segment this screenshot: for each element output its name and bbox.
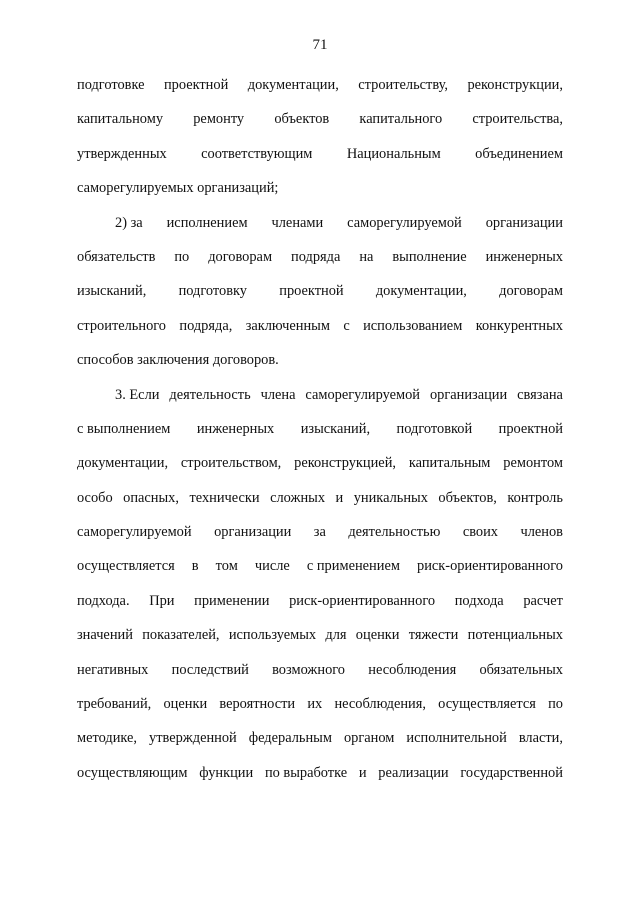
word: деятельностью xyxy=(348,524,441,541)
paragraph xyxy=(77,206,563,378)
word: несоблюдения xyxy=(368,661,457,678)
word: инженерных xyxy=(196,420,275,437)
word: строительного xyxy=(77,317,166,334)
text-line xyxy=(77,240,563,274)
word: подготовке xyxy=(77,77,145,93)
word: федеральным xyxy=(248,730,332,747)
word: подхода xyxy=(454,592,504,609)
word: органом xyxy=(343,730,395,747)
word: ремонтом xyxy=(503,455,563,472)
word: методике, xyxy=(77,730,138,747)
word: несоблюдения, xyxy=(334,696,426,713)
word: саморегулируемой xyxy=(77,524,192,541)
word: способов заключения договоров. xyxy=(77,352,279,369)
word: уникальных xyxy=(353,489,428,506)
word: документации, xyxy=(77,455,169,472)
word: технически xyxy=(189,489,260,506)
word: проектной xyxy=(279,283,344,300)
text-line xyxy=(77,343,563,377)
word: Национальным xyxy=(346,145,441,162)
word: риск-ориентированного xyxy=(289,592,436,609)
word: контроль xyxy=(507,489,563,506)
word: члена xyxy=(260,386,296,403)
word: использованием xyxy=(363,317,463,334)
text-line xyxy=(77,687,563,721)
text-line xyxy=(77,206,563,240)
text-line xyxy=(77,446,563,480)
paragraph xyxy=(77,378,563,791)
word: подряда xyxy=(291,248,341,265)
word: для xyxy=(325,627,347,644)
word: заключенным xyxy=(245,317,330,334)
word: власти, xyxy=(518,730,563,747)
word: используемых xyxy=(228,627,317,644)
word: объектов, xyxy=(438,489,497,506)
word: реконструкцией, xyxy=(294,455,396,472)
text-line xyxy=(77,618,563,652)
word: капитальному xyxy=(77,111,164,128)
word: осуществляется xyxy=(438,696,536,713)
word: последствий xyxy=(171,661,249,678)
word: проектной xyxy=(163,77,229,93)
word: функции xyxy=(199,764,254,781)
text-line xyxy=(77,102,563,136)
word: утвержденных xyxy=(77,145,167,162)
word: членами xyxy=(271,214,324,231)
word: осуществляющим xyxy=(77,764,188,781)
word: с применением xyxy=(306,558,400,575)
word: деятельность xyxy=(169,386,251,403)
word: тяжести xyxy=(408,627,459,644)
word: подряда, xyxy=(179,317,233,334)
word: государственной xyxy=(460,764,563,781)
word: договорам xyxy=(208,248,273,265)
word: организации xyxy=(485,214,563,231)
word: реконструкции, xyxy=(467,77,563,93)
word: связана xyxy=(517,386,563,403)
text-line xyxy=(77,68,563,102)
word: расчет xyxy=(523,592,563,609)
word: исполнением xyxy=(166,214,248,231)
word: саморегулируемых организаций; xyxy=(77,180,279,197)
word: подхода. xyxy=(77,592,130,609)
word: вероятности xyxy=(219,696,296,713)
word: строительству, xyxy=(358,77,448,93)
word: с выполнением xyxy=(77,420,171,437)
word: соответствующим xyxy=(201,145,313,162)
word: изысканий, xyxy=(300,420,371,437)
word: объектов xyxy=(274,111,330,128)
word: документации, xyxy=(375,283,467,300)
word: в xyxy=(191,558,199,575)
word: негативных xyxy=(77,661,149,678)
word: договорам xyxy=(499,283,563,300)
text-line xyxy=(77,412,563,446)
word: оценки xyxy=(163,696,208,713)
text-line xyxy=(77,549,563,583)
word: изысканий, xyxy=(77,283,147,300)
text-line xyxy=(77,274,563,308)
word: организации xyxy=(214,524,292,541)
word: саморегулируемой xyxy=(347,214,462,231)
word: значений xyxy=(77,627,133,644)
text-line xyxy=(77,309,563,343)
word: опасных, xyxy=(123,489,179,506)
word: обязательных xyxy=(479,661,563,678)
word: потенциальных xyxy=(467,627,563,644)
page-number: 71 xyxy=(312,37,328,53)
word: капитальным xyxy=(408,455,491,472)
word: утвержденной xyxy=(149,730,237,747)
body-text xyxy=(77,68,563,790)
word: документации, xyxy=(247,77,339,93)
word: исполнительной xyxy=(406,730,507,747)
text-line xyxy=(77,481,563,515)
text-line xyxy=(77,378,563,412)
word: строительством, xyxy=(180,455,282,472)
word: При xyxy=(149,592,175,609)
word: 2) за xyxy=(115,214,143,231)
word: капитального xyxy=(359,111,443,128)
word: конкурентных xyxy=(475,317,563,334)
word: своих xyxy=(462,524,498,541)
word: оценки xyxy=(355,627,400,644)
word: том xyxy=(215,558,238,575)
text-line xyxy=(77,584,563,618)
word: организации xyxy=(429,386,508,403)
word: выполнение xyxy=(392,248,467,265)
word: строительства, xyxy=(472,111,563,128)
word: их xyxy=(307,696,323,713)
word: по xyxy=(174,248,190,265)
word: сложных xyxy=(270,489,326,506)
text-line xyxy=(77,515,563,549)
word: ремонту xyxy=(193,111,245,128)
word: показателей, xyxy=(142,627,220,644)
word: проектной xyxy=(498,420,563,437)
word: возможного xyxy=(272,661,346,678)
word: осуществляется xyxy=(77,558,175,575)
word: инженерных xyxy=(485,248,563,265)
text-line xyxy=(77,756,563,790)
word: объединением xyxy=(475,145,563,162)
text-line xyxy=(77,137,563,171)
word: числе xyxy=(254,558,290,575)
text-line xyxy=(77,653,563,687)
word: особо xyxy=(77,489,113,506)
word: обязательств xyxy=(77,248,156,265)
word: 3. Если xyxy=(115,386,160,403)
word: по выработке xyxy=(264,764,348,781)
word: на xyxy=(359,248,374,265)
text-line xyxy=(77,721,563,755)
word: с xyxy=(343,317,350,334)
word: саморегулируемой xyxy=(305,386,421,403)
paragraph xyxy=(77,68,563,206)
word: применении xyxy=(194,592,270,609)
word: за xyxy=(313,524,326,541)
word: подготовку xyxy=(178,283,247,300)
word: и xyxy=(358,764,367,781)
word: и xyxy=(335,489,344,506)
word: требований, xyxy=(77,696,152,713)
word: реализации xyxy=(378,764,449,781)
text-line xyxy=(77,171,563,205)
word: подготовкой xyxy=(396,420,473,437)
word: по xyxy=(548,696,563,713)
word: риск-ориентированного xyxy=(417,558,563,575)
word: членов xyxy=(520,524,563,541)
